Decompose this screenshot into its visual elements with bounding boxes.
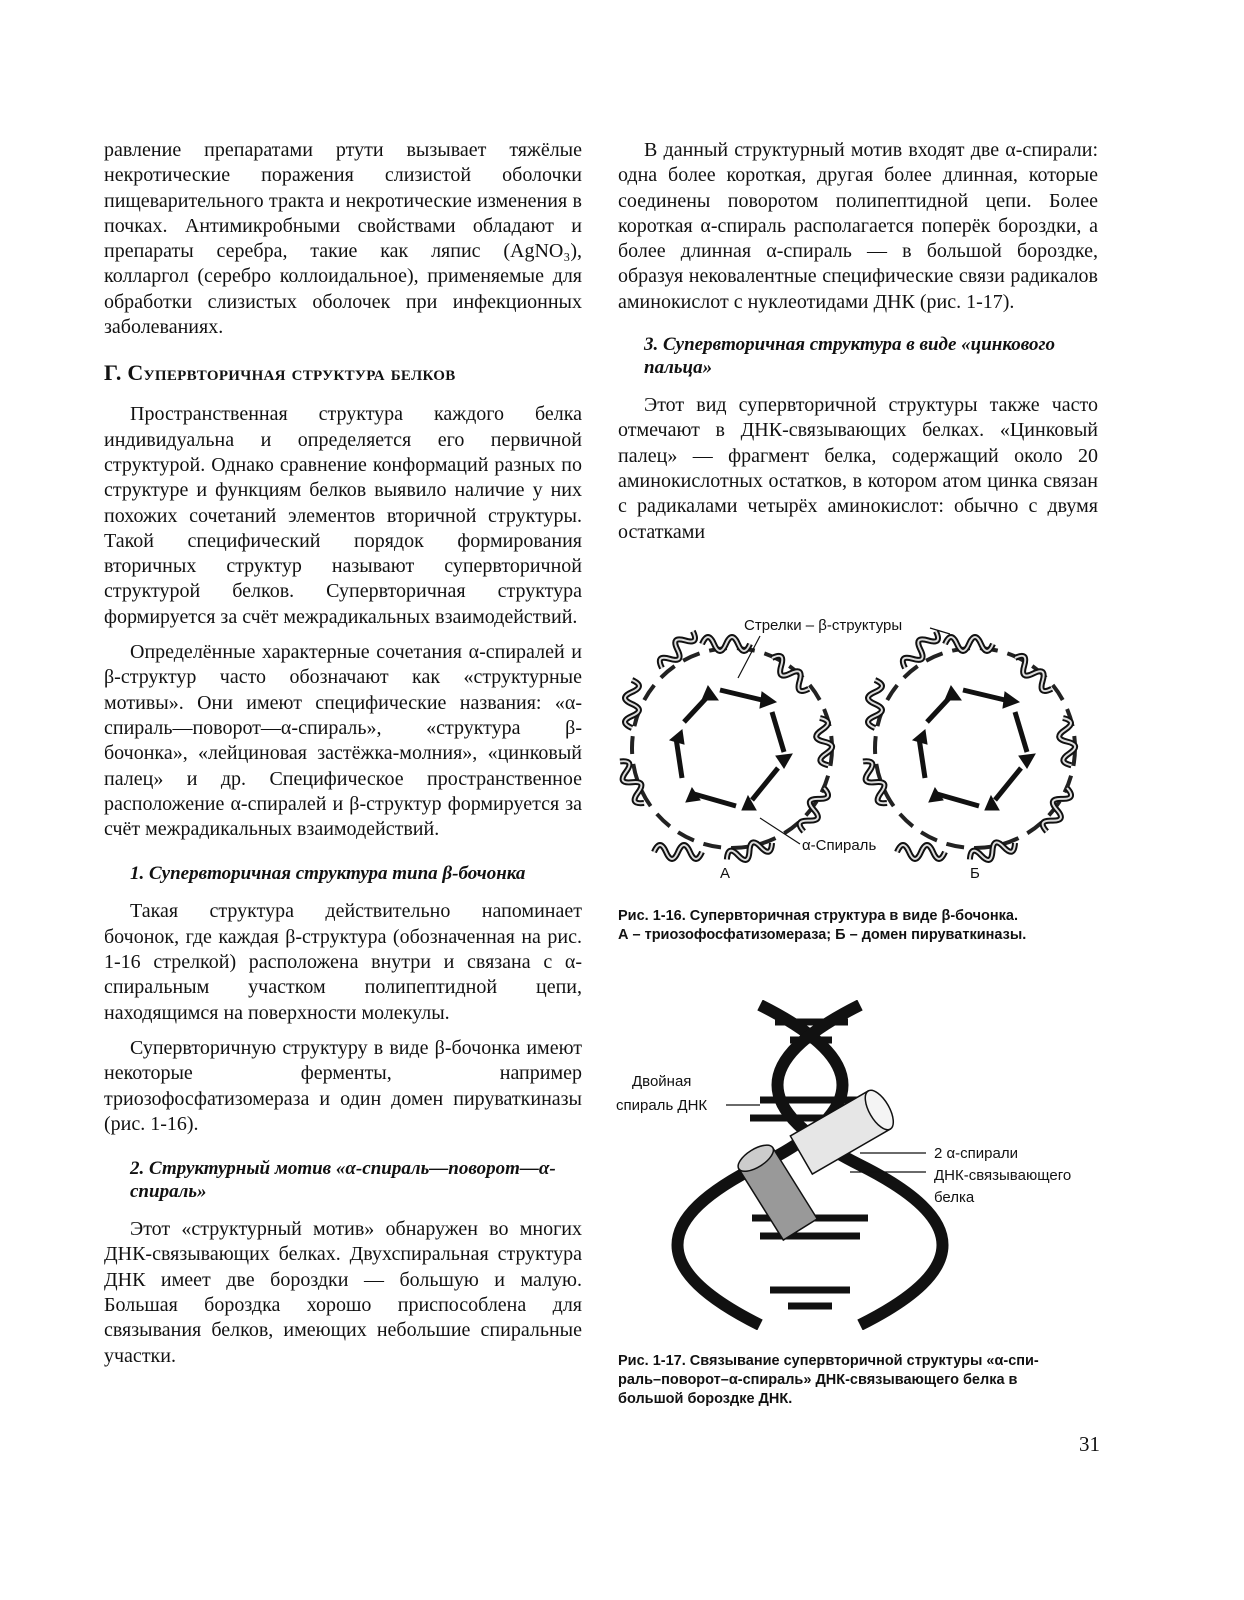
subsection-heading: 2. Структурный мотив «α-спираль—поворот—α-спираль» xyxy=(130,1158,556,1203)
label-beta-arrows: Стрелки – β-структуры xyxy=(744,617,903,634)
left-column xyxy=(104,138,582,1369)
paragraph: Определённые характерные сочетания α-спиралей и β-структур часто обозначают как «структурные мотивы». Они имеют специфические названия: «α-спираль—поворот—α-спираль», «структура β-бочонка», «лейциновая застёжка-молния», «цинковый палец» и др. Специфическое пространственное расположение α-спиралей и β-структур формируется за счёт межрадикальных взаимодействий. xyxy=(104,641,582,841)
right-column xyxy=(618,138,1098,545)
barrel-a-drawing xyxy=(614,627,835,866)
section-heading: Г. Супервторичная структура белков xyxy=(104,360,456,386)
label-helices-line1: 2 α-спирали xyxy=(934,1145,1018,1162)
figure-caption: Рис. 1-16. Супервторичная структура в виде β-бочонка. А – триозофосфатизомераза; Б – домен пируваткиназы. xyxy=(618,908,1027,943)
panel-label-a: А xyxy=(720,865,731,882)
barrel-b-drawing xyxy=(857,627,1078,866)
paragraph: равление препаратами ртути вызывает тяжёлые некротические поражения слизистой оболочки пищеварительного тракта и некротические изменения в почках. Антимикробными свойствами обладают и препараты серебра, такие как ляпис (AgNO₃), колларгол (серебро коллоидальное), применяемые для обработки слизистых оболочек при инфекционных заболеваниях. xyxy=(104,139,582,339)
page-number: 31 xyxy=(1079,1432,1100,1456)
label-dna-line1: Двойная xyxy=(632,1073,692,1090)
paragraph: Этот вид супервторичной структуры также часто отмечают в ДНК-связывающих белках. «Цинковый палец» — фрагмент белка, содержащий около 20 аминокислотных остатков, в котором атом цинка связан с радикалами четырёх аминокислот: обычно с двумя остатками xyxy=(618,394,1098,543)
paragraph: Супервторичную структуру в виде β-бочонка имеют некоторые ферменты, например триозофосфатизомераза и один домен пируваткиназы (рис. 1-16). xyxy=(104,1036,582,1135)
paragraph: Пространственная структура каждого белка индивидуальна и определяется его первичной структурой. Однако сравнение конформаций разных по структуре и функциям белков выявило наличие у них похожих сочетаний элементов вторичной структуры. Такой специфический порядок формирования вторичных структур называют супервторичной структурой белков. Супервторичная структура формируется за счёт межрадикальных взаимодействий. xyxy=(104,403,582,628)
subsection-heading: 3. Супервторичная структура в виде «цинкового пальца» xyxy=(644,334,1056,379)
label-helices-line3: белка xyxy=(934,1189,975,1206)
paragraph: В данный структурный мотив входят две α-спирали: одна более короткая, другая более длинная, которые соединены поворотом полипептидной цепи. Более короткая α-спираль располагается поперёк бороздки, а более длинная α-спираль — в большой бороздке, образуя нековалентные специфические связи радикалов аминокислот с нуклеотидами ДНК (рис. 1-17). xyxy=(618,139,1098,313)
paragraph: Такая структура действительно напоминает бочонок, где каждая β-структура (обозначенная на рис. 1-16 стрелкой) расположена внутри и связана с α-спиральным участком полипептидной цепи, находящимся на поверхности молекулы. xyxy=(104,900,582,1024)
label-alpha-helix: α-Спираль xyxy=(802,837,877,854)
subsection-heading: 1. Супервторичная структура типа β-бочонка xyxy=(130,863,526,885)
paragraph: Этот «структурный мотив» обнаружен во многих ДНК-связывающих белках. Двухспиральная структура ДНК имеет две бороздки — большую и малую. Большая бороздка хорошо приспособлена для связывания белков, имеющих небольшие спиральные участки. xyxy=(104,1218,582,1367)
figure-beta-barrel xyxy=(610,608,1110,888)
panel-label-b: Б xyxy=(970,865,980,882)
label-helices-line2: ДНК-связывающего xyxy=(934,1167,1072,1184)
figure-caption: Рис. 1-17. Связывание супервторичной структуры «α-спи- раль–поворот–α-спираль» ДНК-связывающего белка в большой бороздке ДНК. xyxy=(618,1353,1039,1407)
label-dna-line2: спираль ДНК xyxy=(616,1097,708,1114)
figure-dna-binding xyxy=(610,1000,1110,1330)
